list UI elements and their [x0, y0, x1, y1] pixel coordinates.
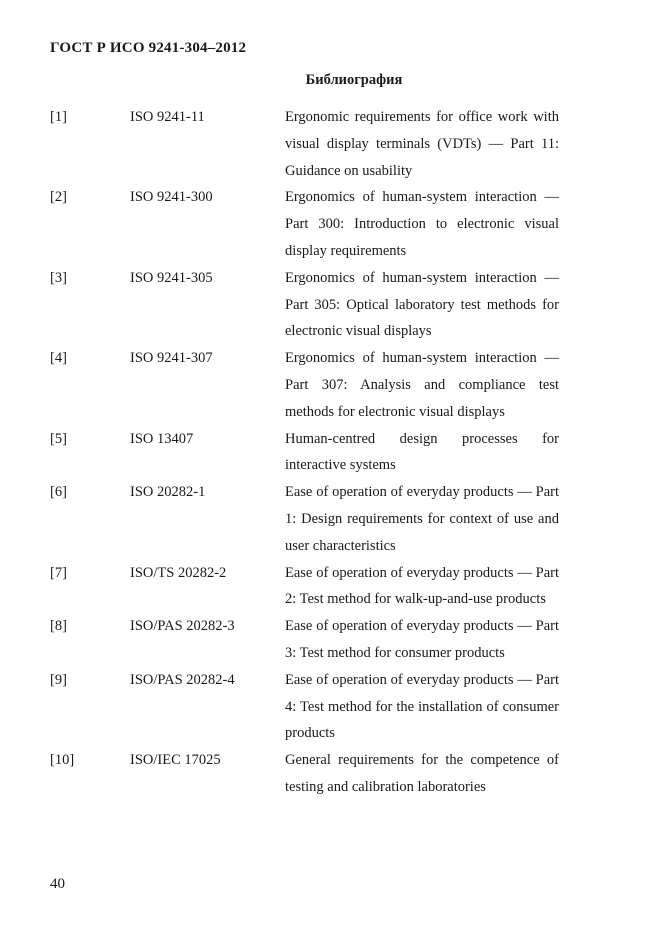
- bibliography-entry: [50, 667, 560, 747]
- entry-title: Ergonomics of human-system interaction — Part 300: Introduction to electronic visual display requirements: [285, 189, 559, 259]
- entry-title: Ergonomics of human-system interaction — Part 305: Optical laboratory test methods for electronic visual displays: [285, 269, 559, 340]
- bibliography-entry: [50, 613, 560, 667]
- entry-title: Ease of operation of everyday products — Part 1: Design requirements for context of use and user characteristics: [285, 484, 559, 554]
- entry-title: General requirements for the competence of testing and calibration laboratories: [285, 752, 559, 795]
- entry-number: [3]: [50, 269, 67, 286]
- entry-number: [6]: [50, 484, 67, 501]
- entry-standard-code: ISO 13407: [130, 430, 194, 447]
- bibliography-entry: [50, 747, 560, 801]
- entry-title: Human-centred design processes for interactive systems: [285, 430, 559, 474]
- entry-standard-code: ISO 20282-1: [130, 484, 206, 501]
- bibliography-list: [50, 104, 560, 801]
- entry-title: Ease of operation of everyday products — Part 4: Test method for the installation of consumer products: [285, 671, 559, 742]
- bibliography-entry: [50, 426, 560, 480]
- entry-number: [10]: [50, 752, 75, 769]
- entry-number: [1]: [50, 109, 67, 125]
- entry-number: [4]: [50, 350, 67, 367]
- entry-number: [7]: [50, 564, 67, 581]
- entry-number: [5]: [50, 430, 67, 447]
- entry-standard-code: ISO 9241-11: [130, 109, 205, 125]
- bibliography-entry: [50, 479, 560, 559]
- bibliography-entry: [50, 184, 560, 264]
- entry-title: Ergonomic requirements for office work with visual display terminals (VDTs) — Part 11: Guidance on usability: [285, 109, 559, 179]
- bibliography-entry: [50, 345, 560, 425]
- entry-standard-code: ISO/IEC 17025: [130, 752, 221, 769]
- entry-number: [2]: [50, 189, 67, 206]
- entry-standard-code: ISO 9241-307: [130, 350, 213, 367]
- section-title: Библиография: [305, 72, 403, 88]
- entry-title: Ease of operation of everyday products — Part 2: Test method for walk-up-and-use products: [285, 564, 559, 608]
- entry-standard-code: ISO/TS 20282-2: [130, 564, 227, 581]
- document-header: ГОСТ Р ИСО 9241-304–2012: [50, 40, 247, 56]
- bibliography-entry: [50, 104, 560, 184]
- entry-standard-code: ISO 9241-305: [130, 269, 213, 286]
- entry-title: Ergonomics of human-system interaction — Part 307: Analysis and compliance test methods for electronic visual displays: [285, 350, 559, 420]
- bibliography-entry: [50, 265, 560, 345]
- entry-number: [8]: [50, 618, 67, 635]
- entry-standard-code: ISO 9241-300: [130, 189, 213, 206]
- entry-title: Ease of operation of everyday products — Part 3: Test method for consumer products: [285, 618, 559, 661]
- bibliography-entry: [50, 560, 560, 614]
- entry-standard-code: ISO/PAS 20282-3: [130, 618, 235, 635]
- entry-number: [9]: [50, 671, 67, 688]
- page-number: 40: [50, 876, 65, 892]
- entry-standard-code: ISO/PAS 20282-4: [130, 671, 235, 688]
